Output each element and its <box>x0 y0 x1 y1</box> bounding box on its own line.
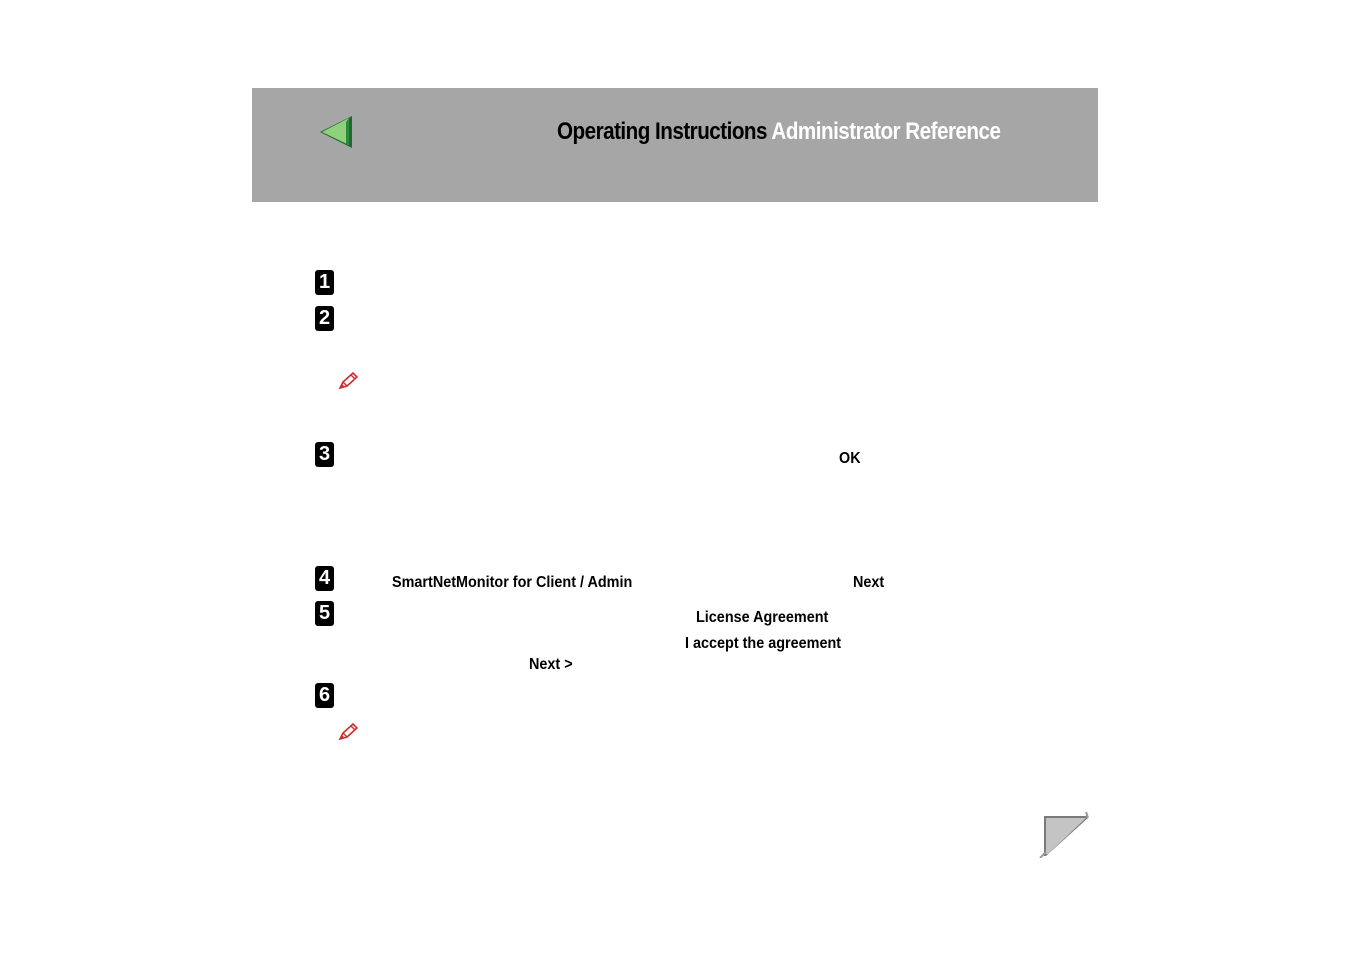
page-curl-next-icon[interactable] <box>1038 810 1090 858</box>
header-title <box>557 118 1000 146</box>
step-number-2: 2 <box>315 306 334 331</box>
next-label: Next <box>853 574 885 591</box>
step-number-4: 4 <box>315 566 334 591</box>
step-number-1: 1 <box>315 270 334 295</box>
header-title-primary: Operating Instructions <box>557 118 767 145</box>
ok-label: OK <box>839 450 861 467</box>
program-name-label: SmartNetMonitor for Client / Admin <box>392 574 633 591</box>
step-number-5: 5 <box>315 601 334 626</box>
header-title-secondary: Administrator Reference <box>771 118 1001 145</box>
license-agreement-label: License Agreement <box>696 609 829 626</box>
accept-agreement-label: I accept the agreement <box>685 635 842 652</box>
pencil-note-icon <box>338 372 358 390</box>
back-arrow-icon[interactable] <box>318 114 354 150</box>
next-button-label: Next > <box>529 656 573 673</box>
step-number-6: 6 <box>315 683 334 708</box>
step-number-3: 3 <box>315 442 334 467</box>
pencil-note-icon <box>338 723 358 741</box>
